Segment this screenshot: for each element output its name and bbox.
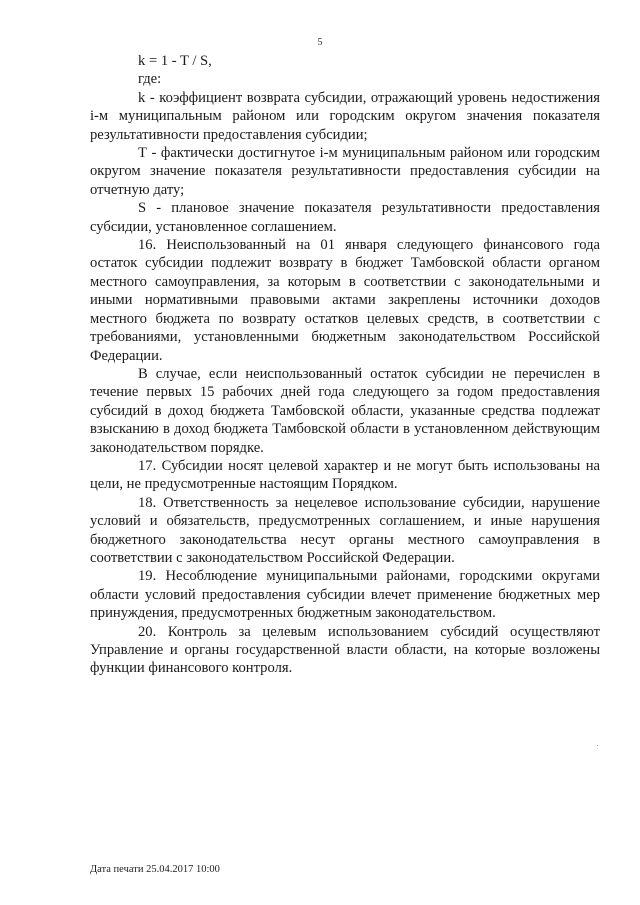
- definition-k: k - коэффициент возврата субсидии, отражающий уровень недостижения i-м муниципальным районом или городским округом значения показателя результативности предоставления субсидии;: [90, 89, 600, 143]
- paragraph-18: 18. Ответственность за нецелевое использование субсидии, нарушение условий и обязательств, предусмотренных соглашением, и иные нарушения бюджетного законодательства несут органы местного самоуправления в соответствии с законодательством Российской Федерации.: [90, 494, 600, 566]
- page-number: 5: [317, 37, 323, 48]
- definition-t: Т - фактически достигнутое i-м муниципальным районом или городским округом значение показателя результативности предоставления субсидии на отчетную дату;: [90, 145, 600, 198]
- paragraph-16-continuation: В случае, если неиспользованный остаток субсидии не перечислен в течение первых 15 рабочих дней года следующего за годом предоставления субсидий в доход бюджета Тамбовской области, указанные средства подлежат взысканию в доход бюджета Тамбовской области в установленном действующим законодательством порядке.: [90, 365, 600, 456]
- paragraph-17: 17. Субсидии носят целевой характер и не могут быть использованы на цели, не предусмотренные настоящим Порядком.: [90, 457, 600, 493]
- formula-where: где:: [138, 71, 162, 88]
- paragraph-16: 16. Неиспользованный на 01 января следующего финансового года остаток субсидии подлежит возврату в бюджет Тамбовской области органом местного самоуправления, за которым в соответствии с законодательными и иными нормативными правовыми актами закреплены источники доходов местного бюджета по возврату остатков целевых средств, в соответствии с требованиями, установленными бюджетным законодательством Российской Федерации.: [90, 237, 600, 364]
- formula-expression: k = 1 - T / S,: [138, 53, 212, 69]
- document-body: [90, 52, 600, 678]
- print-date: Дата печати 25.04.2017 10:00: [90, 864, 220, 875]
- paragraph-19: 19. Несоблюдение муниципальными районами, городскими округами области условий предоставления субсидии влечет применение бюджетных мер принуждения, предусмотренных бюджетным законодательством.: [90, 568, 600, 622]
- scan-artifact: [597, 745, 598, 746]
- definition-s: S - плановое значение показателя результативности предоставления субсидии, установленное соглашением.: [90, 200, 600, 235]
- paragraph-20: 20. Контроль за целевым использованием субсидий осуществляют Управление и органы государственной власти области, на которые возложены функции финансового контроля.: [90, 623, 600, 677]
